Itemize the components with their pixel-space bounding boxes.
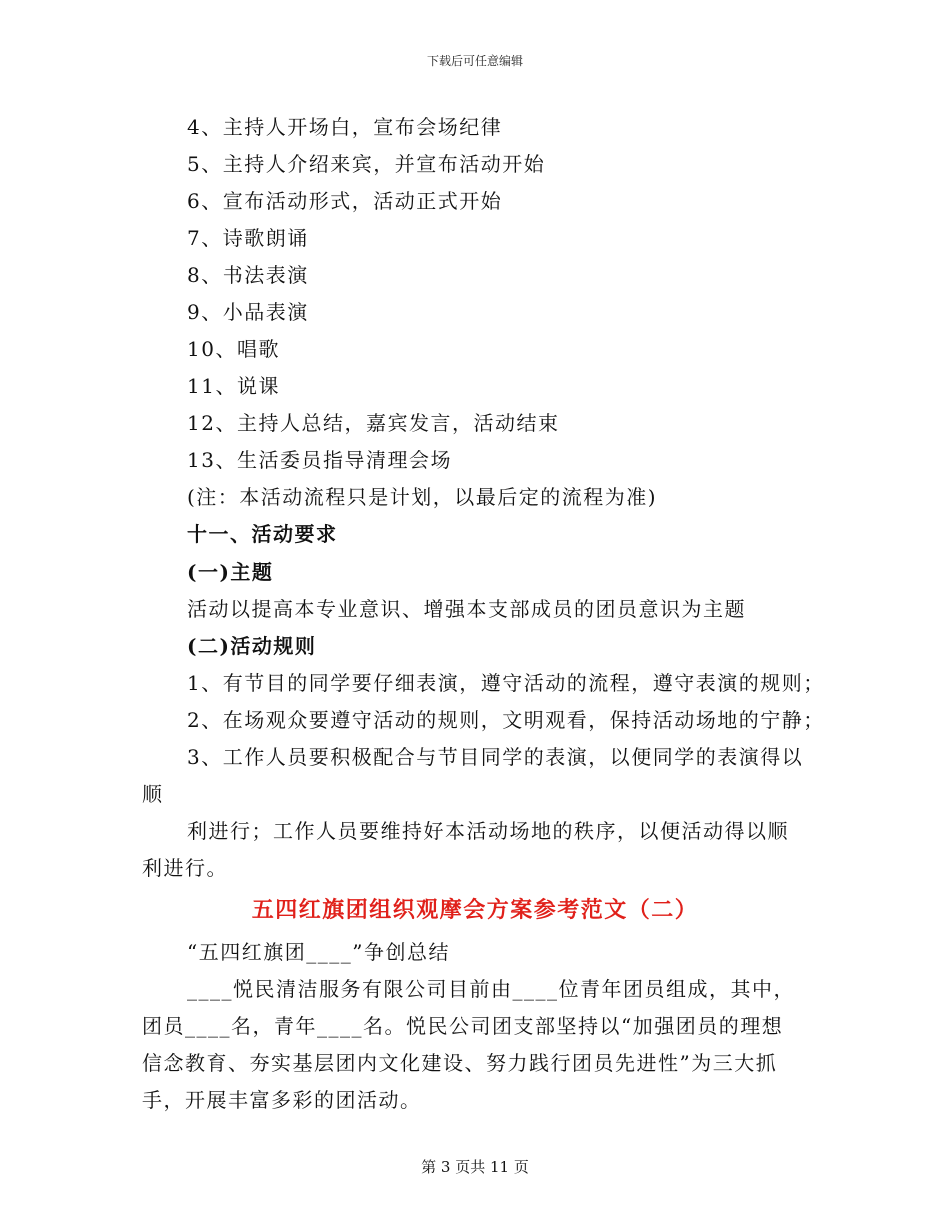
list-item: 3、工作人员要积极配合与节目同学的表演，以便同学的表演得以 (187, 745, 804, 769)
note-line: (注：本活动流程只是计划，以最后定的流程为准) (187, 485, 658, 509)
list-item: 9、小品表演 (187, 300, 309, 324)
list-item: 8、书法表演 (187, 263, 309, 287)
list-item: 2、在场观众要遵守活动的规则，文明观看，保持活动场地的宁静； (187, 708, 825, 732)
paragraph-line: 信念教育、夯实基层团内文化建设、努力践行团员先进性”为三大抓 (142, 1051, 778, 1075)
section-title: 五四红旗团组织观摩会方案参考范文（二） (251, 898, 699, 923)
list-item: 4、主持人开场白，宣布会场纪律 (187, 115, 503, 139)
header-note: 下载后可任意编辑 (426, 54, 523, 68)
list-item: 6、宣布活动形式，活动正式开始 (187, 189, 503, 213)
paragraph-line: 利进行；工作人员要维持好本活动场地的秩序，以便活动得以顺 (187, 819, 789, 843)
paragraph-line: “五四红旗团____”争创总结 (187, 940, 450, 964)
list-item: 7、诗歌朗诵 (187, 226, 309, 250)
subsection-heading: (一)主题 (187, 560, 274, 584)
paragraph-line: 团员____名，青年____名。悦民公司团支部坚持以“加强团员的理想 (142, 1014, 784, 1038)
paragraph-line: 活动以提高本专业意识、增强本支部成员的团员意识为主题 (187, 597, 746, 621)
list-item: 13、生活委员指导清理会场 (187, 448, 452, 472)
list-item: 12、主持人总结，嘉宾发言，活动结束 (187, 411, 560, 435)
list-item: 10、唱歌 (187, 337, 280, 361)
paragraph-line: ____悦民清洁服务有限公司目前由____位青年团员组成，其中， (187, 977, 795, 1001)
list-item: 1、有节目的同学要仔细表演，遵守活动的流程，遵守表演的规则； (187, 671, 825, 695)
list-item: 5、主持人介绍来宾，并宣布活动开始 (187, 152, 546, 176)
list-item: 11、说课 (187, 374, 280, 398)
paragraph-line: 顺 (142, 782, 164, 806)
subsection-heading: (二)活动规则 (187, 634, 317, 658)
page-number: 第 3 页共 11 页 (421, 1158, 529, 1176)
section-heading: 十一、活动要求 (187, 522, 338, 546)
paragraph-line: 手，开展丰富多彩的团活动。 (142, 1088, 422, 1112)
paragraph-line: 利进行。 (142, 856, 228, 880)
